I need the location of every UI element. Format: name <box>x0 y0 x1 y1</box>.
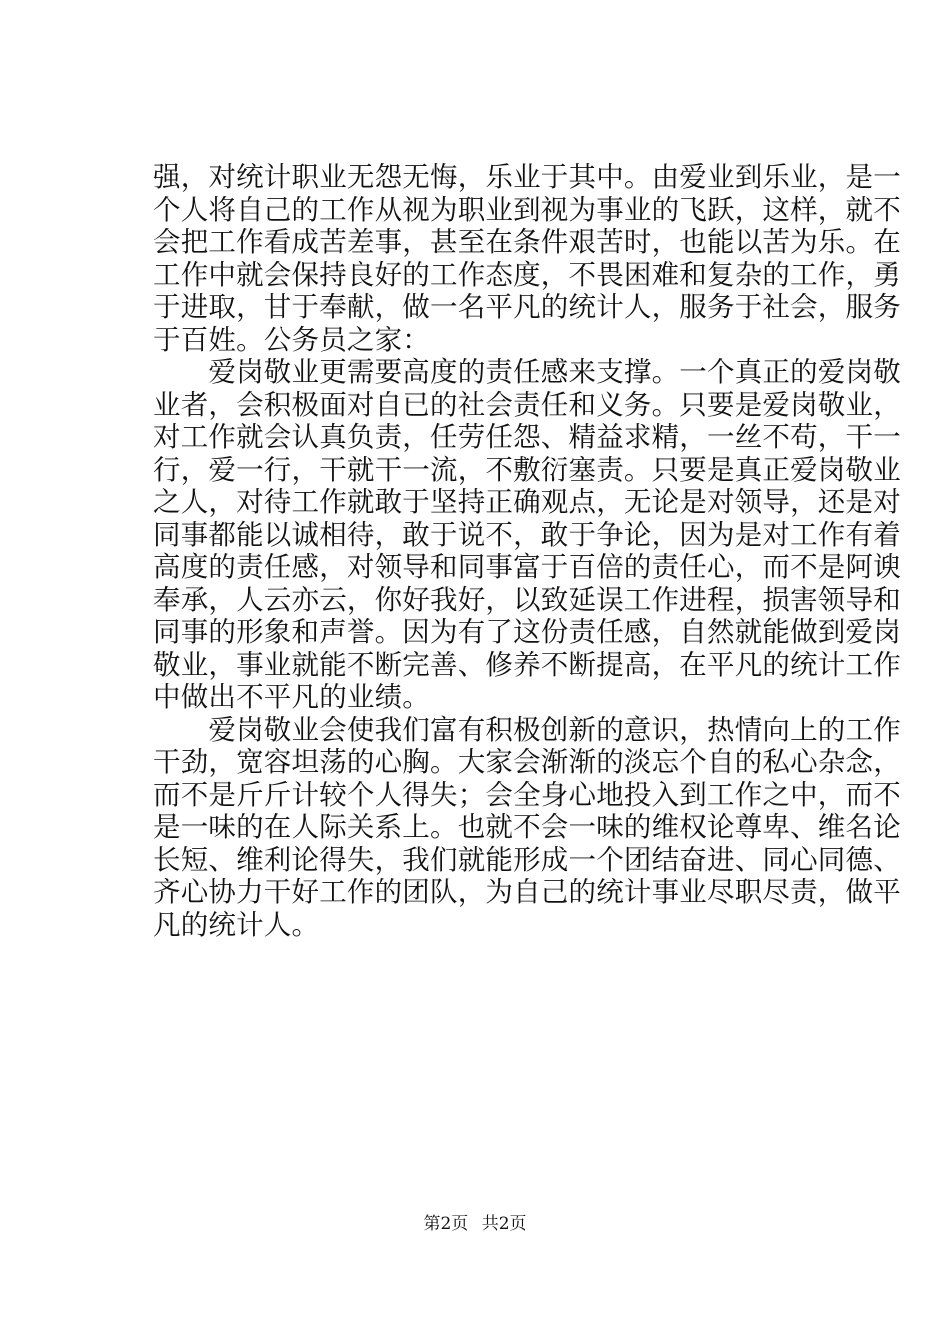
text-line: 干劲，宽容坦荡的心胸。大家会渐渐的淡忘个自的私心杂念， <box>153 746 901 778</box>
text-line: 爱岗敬业更需要高度的责任感来支撑。一个真正的爱岗敬 <box>153 356 901 388</box>
text-line: 强，对统计职业无怨无悔，乐业于其中。由爱业到乐业，是一 <box>153 161 901 193</box>
text-line: 而不是斤斤计较个人得失；会全身心地投入到工作之中，而不 <box>153 778 901 811</box>
text-line: 奉承，人云亦云，你好我好，以致延误工作进程，损害领导和 <box>153 583 901 616</box>
text-line: 敬业，事业就能不断完善、修养不断提高，在平凡的统计工作 <box>153 648 901 681</box>
text-line: 爱岗敬业会使我们富有积极创新的意识，热情向上的工作 <box>153 713 901 746</box>
page-number: 第2页 <box>423 1214 469 1234</box>
page-footer <box>0 1214 950 1234</box>
text-line: 会把工作看成苦差事，甚至在条件艰苦时，也能以苦为乐。在 <box>153 226 901 258</box>
text-line: 同事都能以诚相待，敢于说不，敢于争论，因为是对工作有着 <box>153 518 901 551</box>
text-line: 行，爱一行，干就干一流，不敷衍塞责。只要是真正爱岗敬业 <box>153 453 901 486</box>
text-line: 之人，对待工作就敢于坚持正确观点，无论是对领导，还是对 <box>153 486 901 518</box>
text-line: 同事的形象和声誉。因为有了这份责任感，自然就能做到爱岗 <box>153 616 901 648</box>
page-total: 共2页 <box>481 1214 527 1234</box>
text-line: 个人将自己的工作从视为职业到视为事业的飞跃，这样，就不 <box>153 193 901 226</box>
text-line: 对工作就会认真负责，任劳任怨、精益求精，一丝不苟，干一 <box>153 421 901 453</box>
text-line: 工作中就会保持良好的工作态度，不畏困难和复杂的工作，勇 <box>153 258 901 291</box>
text-line: 于进取，甘于奉献，做一名平凡的统计人，服务于社会，服务 <box>153 291 901 323</box>
text-line: 于百姓。公务员之家： <box>153 323 430 356</box>
text-line: 是一味的在人际关系上。也就不会一味的维权论尊卑、维名论 <box>153 811 901 843</box>
text-line: 中做出不平凡的业绩。 <box>153 681 430 713</box>
text-line: 凡的统计人。 <box>153 908 320 941</box>
text-line: 高度的责任感，对领导和同事富于百倍的责任心，而不是阿谀 <box>153 551 901 583</box>
text-line: 业者，会积极面对自已的社会责任和义务。只要是爱岗敬业， <box>153 388 901 421</box>
text-line: 齐心协力干好工作的团队，为自己的统计事业尽职尽责，做平 <box>153 876 901 908</box>
text-line: 长短、维利论得失，我们就能形成一个团结奋进、同心同德、 <box>153 843 901 876</box>
body-text <box>153 161 901 941</box>
